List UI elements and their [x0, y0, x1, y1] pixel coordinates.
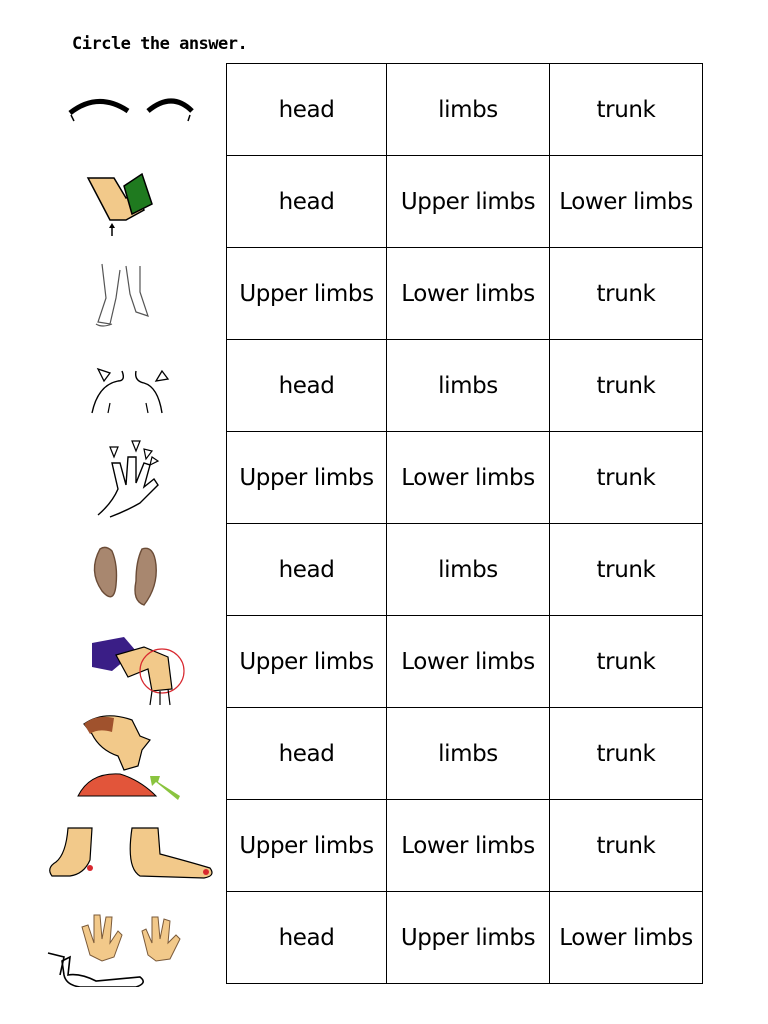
answer-option-label: trunk [596, 96, 656, 123]
answer-option-label: Lower limbs [401, 832, 535, 859]
eyebrows-icon [40, 63, 220, 155]
answer-option[interactable] [387, 616, 550, 708]
answer-row [227, 248, 703, 340]
answer-row [227, 708, 703, 800]
answer-option[interactable] [550, 708, 703, 800]
knee-icon [40, 617, 220, 709]
answer-option[interactable] [227, 432, 387, 524]
answer-option-label: trunk [596, 648, 656, 675]
answer-option-label: Upper limbs [400, 188, 536, 215]
answer-option[interactable] [550, 64, 703, 156]
instruction-text: Circle the answer. [72, 34, 248, 54]
answer-row [227, 616, 703, 708]
answer-option[interactable] [227, 708, 387, 800]
chin-icon [40, 710, 220, 802]
ears-icon [40, 525, 220, 617]
answer-option[interactable] [550, 340, 703, 432]
answer-option-label: trunk [596, 372, 656, 399]
answer-row [227, 64, 703, 156]
answer-option-label: limbs [438, 740, 498, 767]
answer-option[interactable] [550, 524, 703, 616]
answer-row [227, 432, 703, 524]
answer-option[interactable] [227, 800, 387, 892]
answer-option[interactable] [387, 708, 550, 800]
answer-option[interactable] [550, 248, 703, 340]
answer-option[interactable] [387, 248, 550, 340]
answer-option[interactable] [550, 892, 703, 984]
answer-row [227, 340, 703, 432]
answer-option[interactable] [387, 432, 550, 524]
answer-option-label: head [278, 96, 335, 123]
fingers-icon [40, 433, 220, 525]
answer-option-label: Upper limbs [239, 648, 374, 675]
answer-table [226, 63, 703, 984]
answer-option[interactable] [227, 64, 387, 156]
legs-icon [40, 248, 220, 340]
answer-option[interactable] [387, 800, 550, 892]
answer-option-label: Upper limbs [239, 280, 374, 307]
answer-option-label: Lower limbs [401, 280, 535, 307]
answer-option-label: limbs [438, 372, 498, 399]
answer-option-label: head [278, 556, 335, 583]
answer-option[interactable] [227, 892, 387, 984]
answer-option-label: trunk [596, 832, 656, 859]
answer-option[interactable] [550, 156, 703, 248]
answer-option[interactable] [387, 892, 550, 984]
answer-option-label: trunk [596, 464, 656, 491]
answer-option[interactable] [387, 64, 550, 156]
hands-and-foot-icon [40, 895, 220, 987]
answer-row [227, 156, 703, 248]
answer-option-label: Upper limbs [239, 832, 374, 859]
feet-icon [40, 802, 220, 894]
answer-option[interactable] [227, 156, 387, 248]
answer-option-label: trunk [596, 740, 656, 767]
answer-option-label: Lower limbs [559, 924, 693, 951]
answer-option-label: Upper limbs [239, 464, 374, 491]
answer-option-label: head [278, 924, 335, 951]
answer-option-label: trunk [596, 280, 656, 307]
answer-option-label: limbs [438, 96, 498, 123]
answer-option[interactable] [550, 616, 703, 708]
answer-row [227, 524, 703, 616]
answer-option[interactable] [387, 156, 550, 248]
answer-option[interactable] [550, 800, 703, 892]
answer-option-label: Lower limbs [559, 188, 693, 215]
answer-option-label: Upper limbs [400, 924, 536, 951]
answer-option[interactable] [387, 524, 550, 616]
answer-option[interactable] [227, 524, 387, 616]
answer-option-label: trunk [596, 556, 656, 583]
answer-option[interactable] [227, 340, 387, 432]
shoulders-icon [40, 341, 220, 433]
answer-option-label: limbs [438, 556, 498, 583]
answer-option[interactable] [387, 340, 550, 432]
answer-option-label: Lower limbs [401, 648, 535, 675]
answer-row [227, 892, 703, 984]
answer-option[interactable] [227, 616, 387, 708]
answer-option-label: head [278, 188, 335, 215]
answer-option-label: Lower limbs [401, 464, 535, 491]
answer-option[interactable] [550, 432, 703, 524]
elbow-icon [40, 156, 220, 248]
answer-option[interactable] [227, 248, 387, 340]
answer-option-label: head [278, 372, 335, 399]
answer-option-label: head [278, 740, 335, 767]
answer-row [227, 800, 703, 892]
